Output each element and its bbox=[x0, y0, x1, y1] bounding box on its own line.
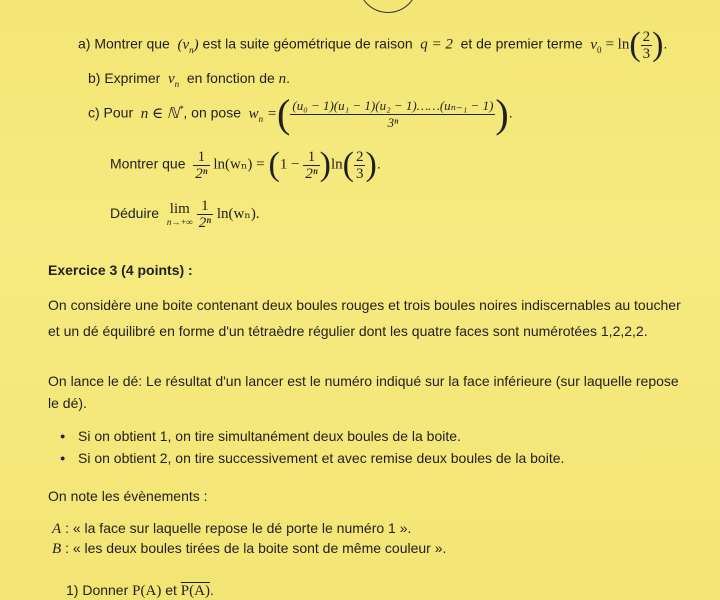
question-b-text: en fonction de bbox=[186, 70, 275, 86]
w-symbol: w bbox=[248, 105, 259, 122]
ln-w: ln(wₙ) = bbox=[213, 156, 265, 173]
exercise-para-2: On lance le dé: Le résultat d'un lancer est le numéro indiqué sur la face inférieure (sur laquelle repose le dé). bbox=[48, 373, 679, 411]
show-line: Montrer que $\frac{1}{\text{2ⁿ}}$ ln(wₙ) = (1 − $\frac{1}{\text{2ⁿ}}$ )ln( $\frac{2}{3}$ ). bbox=[110, 146, 381, 183]
v-symbol: v bbox=[182, 36, 190, 53]
question-c: c) Pour n ∈ ℕ*, on pose $w_n$ =( $\frac{\text{(u₀ − 1)(u₁ − 1)(u₂ − 1)……(uₙ₋₁ − 1)}}{\text{3ⁿ}}$ ). bbox=[88, 91, 513, 136]
question-a: a) Montrer que $(v_n)$ est la suite géométrique de raison q = 2 et de premier terme $v_0 = \ln$( $\frac{2}{3}$ ). bbox=[78, 26, 668, 63]
prob-a-bar: P(A) bbox=[180, 583, 210, 599]
condition: n ∈ ℕ bbox=[140, 105, 179, 122]
ln: ln bbox=[330, 156, 343, 173]
question-1 bbox=[66, 582, 214, 600]
period-c: . bbox=[508, 104, 513, 121]
exercise-title: Exercice 3 (4 points) : bbox=[48, 262, 193, 278]
v-index-b: n bbox=[174, 79, 180, 89]
question-a-text1: est la suite géométrique de raison bbox=[202, 35, 413, 52]
question-a-label: a) Montrer que bbox=[78, 35, 170, 52]
deduce-label: Déduire bbox=[110, 205, 160, 222]
w-denominator: 3ⁿ bbox=[387, 114, 399, 130]
fraction-two-thirds bbox=[641, 29, 653, 62]
limit bbox=[167, 202, 193, 227]
event-b-text: : « les deux boules tirées de la boite sont de même couleur ». bbox=[65, 540, 447, 556]
exercise-para-1: On considère une boite contenant deux boules rouges et trois boules noires indiscernables au toucher et un dé équilibré en forme d'un tétraèdre régulier dont les quatre faces sont numérotées 1,2,2,2. bbox=[48, 297, 681, 339]
den-b: 2ⁿ bbox=[305, 165, 318, 182]
one-over-2n bbox=[193, 149, 209, 182]
question-b-label: b) Exprimer bbox=[88, 70, 161, 86]
v-index: n bbox=[189, 44, 194, 55]
question-a-text2: et de premier terme bbox=[460, 35, 583, 52]
question-c-label: c) Pour bbox=[88, 104, 134, 121]
event-a-label: A bbox=[52, 521, 62, 537]
w-numerator: (u₀ − 1)(u₁ − 1)(u₂ − 1)……(uₙ₋₁ − 1) bbox=[292, 97, 494, 113]
q1-end: . bbox=[209, 582, 214, 598]
v0-symbol: v bbox=[590, 36, 598, 53]
bullet-2: ● Si on obtient 2, on tire successivement et avec remise deux boules de la boite. bbox=[78, 450, 564, 466]
lim-sub: n→+∞ bbox=[166, 217, 193, 227]
eq-ln: = ln bbox=[605, 36, 630, 53]
prob-a: P(A) bbox=[132, 583, 162, 599]
one-over-2n-c bbox=[197, 198, 213, 231]
den: 2ⁿ bbox=[195, 165, 208, 182]
frac-den: 3 bbox=[642, 45, 651, 62]
period: . bbox=[663, 35, 668, 52]
num: 1 bbox=[193, 149, 209, 166]
v-symbol-b: v bbox=[168, 71, 175, 87]
den-c: 3 bbox=[355, 165, 364, 182]
lim: lim bbox=[169, 201, 190, 217]
two-thirds-b bbox=[354, 149, 366, 182]
equals: = bbox=[266, 105, 278, 122]
show-label: Montrer que bbox=[110, 155, 186, 172]
num-c: 2 bbox=[355, 148, 364, 165]
num-b: 1 bbox=[303, 149, 319, 166]
star: * bbox=[178, 103, 184, 114]
event-a bbox=[52, 520, 411, 538]
q1-and: et bbox=[165, 582, 177, 598]
event-a-text: : « la face sur laquelle repose le dé porte le numéro 1 ». bbox=[65, 520, 412, 536]
w-index: n bbox=[258, 113, 264, 124]
ln-w-deduce: ln(wₙ). bbox=[216, 206, 260, 223]
w-fraction bbox=[290, 98, 495, 131]
v0-index: 0 bbox=[597, 44, 602, 55]
one-minus: 1 − bbox=[279, 156, 300, 173]
event-b bbox=[52, 540, 446, 558]
top-fragment bbox=[358, 0, 418, 13]
one-over-2n-b bbox=[303, 149, 319, 182]
question-b bbox=[88, 70, 290, 89]
frac-num: 2 bbox=[642, 28, 651, 45]
ratio-expression: q = 2 bbox=[420, 36, 453, 53]
bullet-1: ● Si on obtient 1, on tire simultanément deux boules de la boite. bbox=[78, 428, 461, 444]
events-intro: On note les évènements : bbox=[48, 488, 208, 504]
den-d: 2ⁿ bbox=[198, 215, 211, 231]
q1-label: 1) Donner bbox=[66, 582, 129, 598]
num-d: 1 bbox=[197, 198, 213, 215]
n-variable: n bbox=[278, 71, 287, 87]
event-b-label: B bbox=[52, 541, 62, 557]
period-b: . bbox=[286, 70, 291, 86]
deduce-line bbox=[110, 198, 260, 231]
question-c-text: , on pose bbox=[183, 104, 241, 121]
period-show: . bbox=[376, 155, 381, 172]
